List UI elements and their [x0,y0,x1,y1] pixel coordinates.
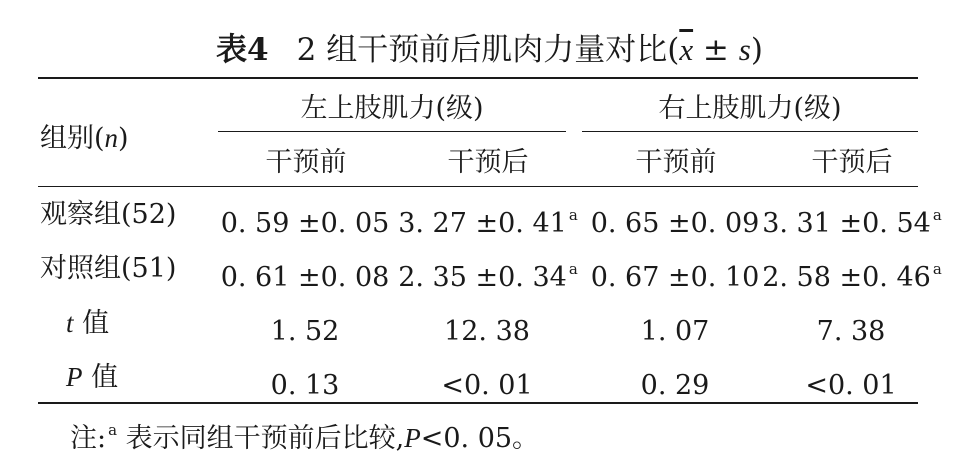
table-title: 表4 2 组干预前后肌肉力量对比$(\overline{x} \pm s)$ [216,32,763,68]
sd-symbol: s [738,32,751,67]
subheader-right-before: 干预前 [635,147,717,178]
table-cell: 2. 58 ±0. 46 $^a$ [762,260,942,293]
table-cell: 0. 59 ±0. 05 [220,208,390,239]
table-cell: 2. 35 ±0. 34 $^a$ [398,260,578,293]
table-cell: <0. 01 [441,370,533,401]
table-footnote: 注: $^a$ 表示同组干预前后比较,P<0. 05。 [70,421,540,454]
table-cell: <0. 01 [805,370,897,401]
table-cell: 1. 07 [640,316,710,347]
left-group-rule [218,131,566,132]
table-cell: 1. 52 [270,316,340,347]
table-number: 表4 [216,32,269,68]
table-cell: 3. 31 ±0. 54 $^a$ [762,206,942,239]
subheader-right-after: 干预后 [811,147,893,178]
header-bottom-rule [38,186,918,187]
row-label-t-value: t 值 [66,308,110,339]
table-cell: 0. 61 ±0. 08 [220,262,390,293]
row-label-control: 对照组(51) [40,253,177,284]
table-cell: 3. 27 ±0. 41 $^a$ [398,206,578,239]
table-cell: 0. 13 [270,370,340,401]
mean-symbol: $\overline{x}$ [679,32,694,67]
table-cell: 0. 67 ±0. 10 [590,262,760,293]
group-header-left-limb: 左上肢肌力(级) [300,93,484,124]
top-rule [38,77,918,79]
table-cell: 0. 29 [640,370,710,401]
table-cell: 0. 65 ±0. 09 [590,208,760,239]
row-label-header: 组别(n) [40,123,129,154]
table-title-text: 2 组干预前后肌肉力量对比 [296,32,668,68]
group-header-right-limb: 右上肢肌力(级) [658,93,842,124]
table-cell: 7. 38 [816,316,886,347]
subheader-left-before: 干预前 [265,147,347,178]
subheader-left-after: 干预后 [447,147,529,178]
row-label-p-value: P 值 [66,362,119,393]
row-label-observation: 观察组(52) [40,199,177,230]
table-cell: 12. 38 [444,316,530,347]
right-group-rule [582,131,918,132]
